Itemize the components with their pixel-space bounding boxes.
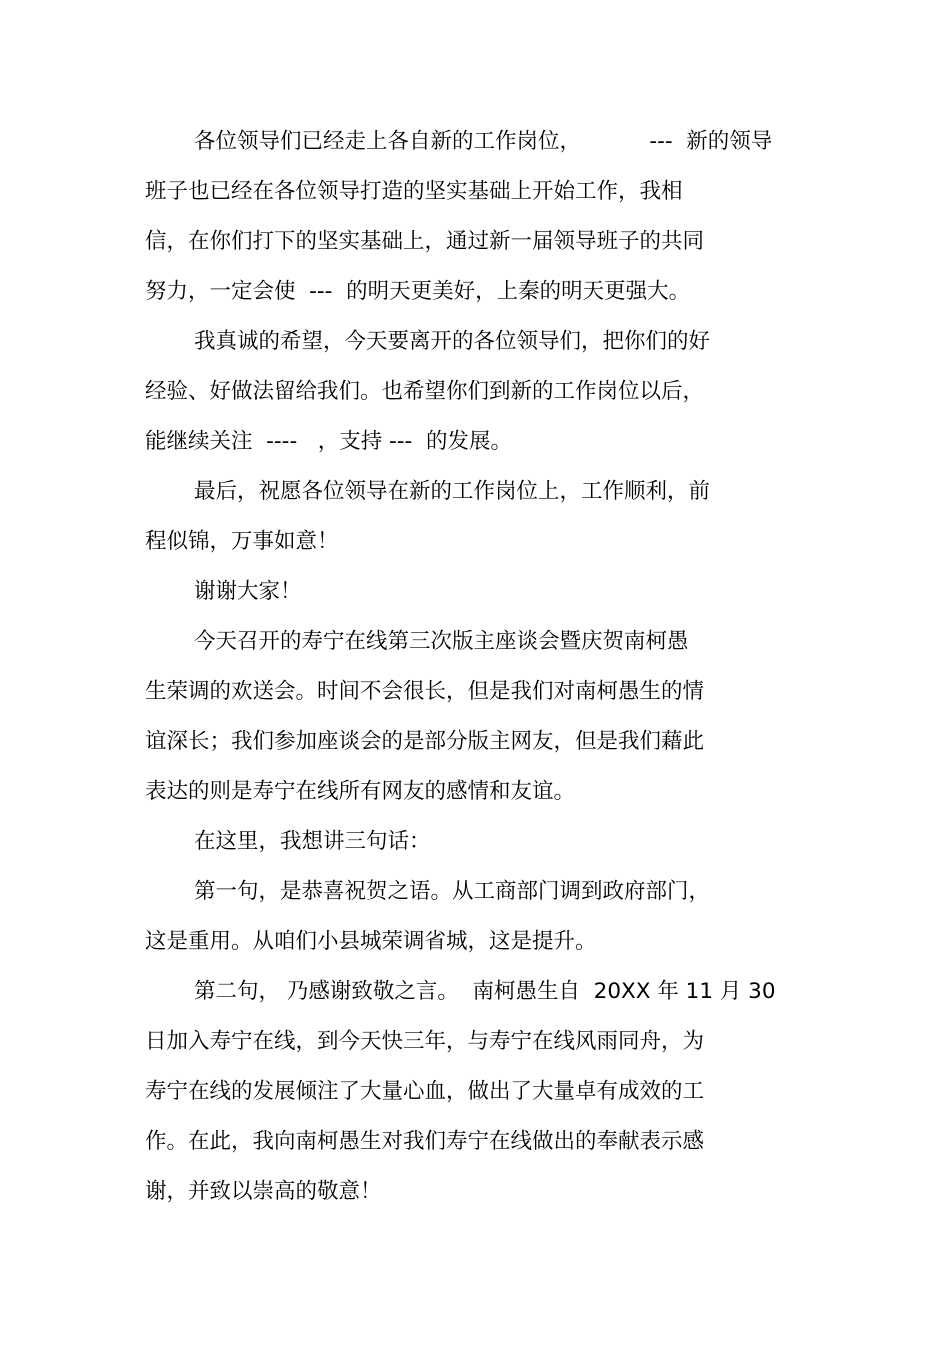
text-line-18: 第二句， 乃感谢致敬之言。 南柯愚生自 20XX 年 11 月 30 bbox=[194, 979, 776, 1004]
text-line-3: 信，在你们打下的坚实基础上，通过新一届领导班子的共同 bbox=[145, 229, 705, 254]
text-line-20: 寿宁在线的发展倾注了大量心血，做出了大量卓有成效的工 bbox=[145, 1079, 705, 1104]
text-line-11: 今天召开的寿宁在线第三次版主座谈会暨庆贺南柯愚 bbox=[194, 629, 689, 654]
text-line-17: 这是重用。从咱们小县城荣调省城，这是提升。 bbox=[145, 929, 597, 954]
text-line-12: 生荣调的欢送会。时间不会很长，但是我们对南柯愚生的情 bbox=[145, 679, 705, 704]
text-line-7: 能继续关注 ---- ，支持 --- 的发展。 bbox=[145, 429, 512, 454]
text-line-1: 各位领导们已经走上各自新的工作岗位， --- 新的领导 bbox=[194, 129, 773, 154]
text-line-15: 在这里，我想讲三句话： bbox=[194, 829, 431, 854]
text-line-8: 最后，祝愿各位领导在新的工作岗位上，工作顺利，前 bbox=[194, 479, 711, 504]
text-line-6: 经验、好做法留给我们。也希望你们到新的工作岗位以后， bbox=[145, 379, 705, 404]
text-line-4: 努力，一定会使 --- 的明天更美好，上秦的明天更强大。 bbox=[145, 279, 691, 304]
text-line-10: 谢谢大家！ bbox=[194, 579, 302, 604]
text-line-19: 日加入寿宁在线，到今天快三年，与寿宁在线风雨同舟，为 bbox=[145, 1029, 705, 1054]
text-line-2: 班子也已经在各位领导打造的坚实基础上开始工作，我相 bbox=[145, 179, 683, 204]
text-line-9: 程似锦，万事如意！ bbox=[145, 529, 339, 554]
text-line-22: 谢，并致以崇高的敬意！ bbox=[145, 1179, 382, 1204]
text-line-13: 谊深长；我们参加座谈会的是部分版主网友，但是我们藉此 bbox=[145, 729, 705, 754]
text-line-21: 作。在此，我向南柯愚生对我们寿宁在线做出的奉献表示感 bbox=[145, 1129, 705, 1154]
text-line-14: 表达的则是寿宁在线所有网友的感情和友谊。 bbox=[145, 779, 576, 804]
text-line-16: 第一句，是恭喜祝贺之语。从工商部门调到政府部门， bbox=[194, 879, 711, 904]
text-line-5: 我真诚的希望，今天要离开的各位领导们，把你们的好 bbox=[194, 329, 711, 354]
